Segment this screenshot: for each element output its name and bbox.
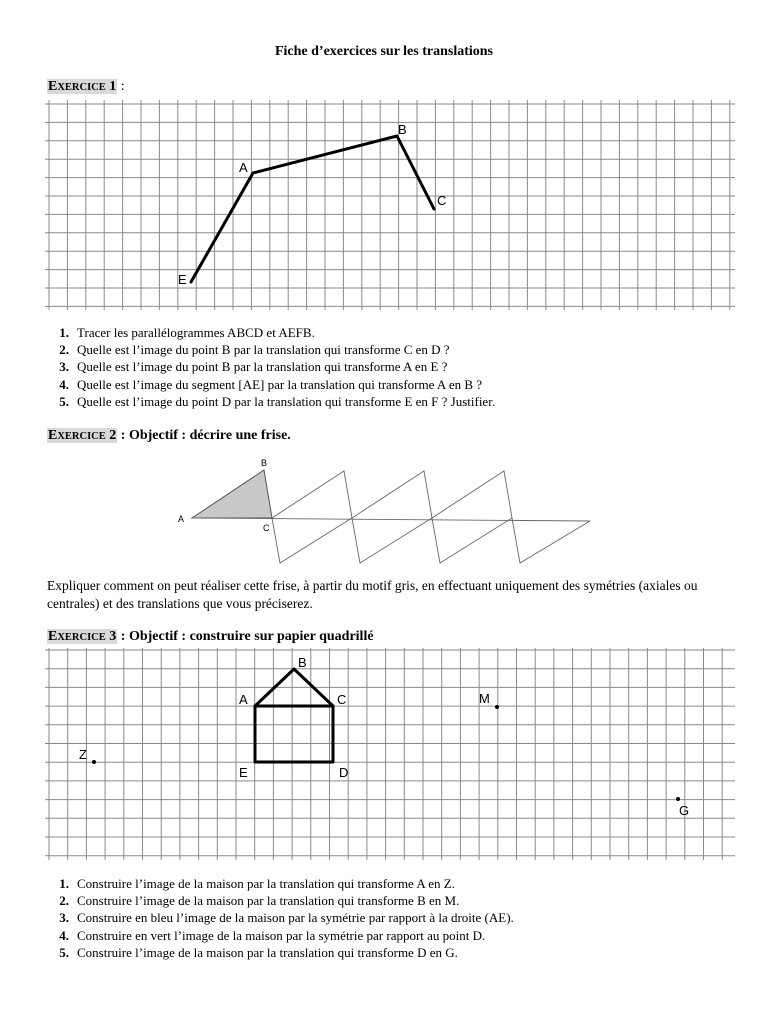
exercise-3-questions [45,875,514,961]
point-Z-marker [92,760,96,764]
house-point-C-label: C [337,692,347,707]
figure-1-polyline [191,136,434,282]
point-Z-label: Z [79,747,87,762]
exercise-1-grid [45,100,735,310]
house-point-E-label: E [239,765,248,780]
exercise-2-heading: EXERCICE 2 : Objectif : décrire une frise. [48,428,291,443]
frieze-point-C-label: C [263,523,270,533]
exercise-3-grid [45,648,735,860]
point-B-label: B [398,122,407,137]
list-item: 3. Quelle est l’image du point B par la translation qui transforme A en E ? [59,359,448,375]
list-item: 4. Construire en vert l’image de la maison par la symétrie par rapport au point D. [59,927,486,943]
point-M-marker [495,705,499,709]
frieze-point-B-label: B [261,458,268,468]
grid-lines [45,100,735,310]
house-point-D-label: D [339,765,349,780]
grey-motif [192,470,272,518]
point-A-label: A [239,160,248,175]
point-E-label: E [178,272,187,287]
point-M-label: M [479,691,490,706]
exercise-1-label: EXERCICE 1 [48,79,117,94]
grid-lines [45,648,735,860]
page-title: Fiche d’exercices sur les translations [274,44,493,59]
exercise-2-label: EXERCICE 2 [48,428,117,443]
frieze-figure [170,455,620,570]
list-item: 4. Quelle est l’image du segment [AE] par la translation qui transforme A en B ? [59,376,483,392]
exercise-3-label: EXERCICE 3 [48,629,117,644]
house-point-B-label: B [298,655,307,670]
point-G-marker [676,797,680,801]
exercise-1-heading: EXERCICE 1 : [48,79,125,94]
list-item: 1. Tracer les parallélogrammes ABCD et AEFB. [59,325,315,340]
list-item: 3. Construire en bleu l’image de la maison par la symétrie par rapport à la droite (AE). [59,910,514,926]
list-item: 5. Quelle est l’image du point D par la translation qui transforme E en F ? Justifier. [59,393,496,409]
list-item: 1. Construire l’image de la maison par la translation qui transforme A en Z. [59,876,455,891]
list-item: 2. Quelle est l’image du point B par la translation qui transforme C en D ? [59,342,450,358]
house-point-A-label: A [239,692,248,707]
frieze-point-A-label: A [178,514,185,524]
point-G-label: G [679,803,690,818]
exercise-1-questions [45,324,495,410]
exercise-2-paragraph: Expliquer comment on peut réaliser cette frise, à partir du motif gris, en effectuant uniquement des symétries (axiales ou centrales) et des translations que vous préciserez. [47,578,698,611]
exercise-3-heading: EXERCICE 3 : Objectif : construire sur papier quadrillé [48,629,374,644]
point-C-label: C [437,193,447,208]
house-figure [255,669,333,762]
list-item: 5. Construire l’image de la maison par la translation qui transforme D en G. [59,944,458,960]
list-item: 2. Construire l’image de la maison par la translation qui transforme B en M. [59,893,460,909]
